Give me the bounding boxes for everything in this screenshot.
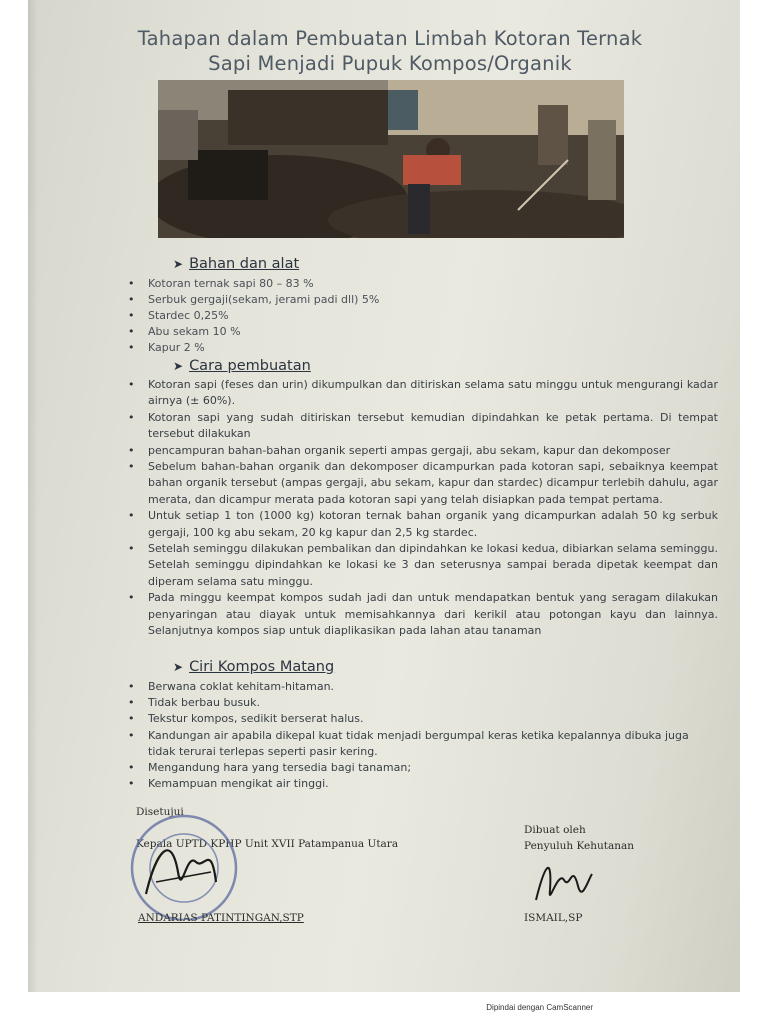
arrow-right-icon: ➤: [173, 660, 184, 674]
official-stamp-icon: [116, 812, 256, 920]
made-by-label: Dibuat oleh: [524, 824, 586, 836]
list-item: • Untuk setiap 1 ton (1000 kg) kotoran ternak bahan organik yang dicampurkan adalah 50 kg serbuk gergaji, 100 kg abu sekam, 20 kg kapur dan 2,5 kg stardec.: [128, 508, 718, 541]
heading-bahan: [173, 256, 299, 272]
heading-cara-label: Cara pembuatan: [189, 358, 311, 374]
list-ciri: [128, 679, 718, 792]
list-item: • pencampuran bahan-bahan organik seperti ampas gergaji, abu sekam, kapur dan dekomposer: [128, 443, 718, 459]
photo-composting-workers: [158, 80, 624, 238]
right-signatory-name: ISMAIL,SP: [524, 912, 583, 924]
arrow-right-icon: ➤: [173, 359, 184, 373]
list-item: • Tekstur kompos, sedikit berserat halus.: [128, 711, 718, 727]
list-item: • Setelah seminggu dilakukan pembalikan dan dipindahkan ke lokasi kedua, dibiarkan selama seminggu. Setelah seminggu dipindahkan ke lokasi ke 3 dan seterusnya sampai berada dipetak keempat dan diperam selama satu minggu.: [128, 541, 718, 590]
list-item: • Mengandung hara yang tersedia bagi tanaman;: [128, 760, 718, 776]
list-item: • Kandungan air apabila dikepal kuat tidak menjadi bergumpal keras ketika kepalannya dibuka juga tidak terurai terlepas seperti pasir kering.: [128, 728, 718, 760]
scanner-watermark: Dipindai dengan CamScanner: [486, 1003, 593, 1012]
list-item: • Pada minggu keempat kompos sudah jadi dan untuk mendapatkan bentuk yang seragam dilakukan penyaringan atau diayak untuk memisahkannya dari kerikil atau potongan kayu dan lainnya. Selanjutnya kompos siap untuk diaplikasikan pada lahan atau tanaman: [128, 590, 718, 639]
left-signatory-name: ANDARIAS PATINTINGAN,STP: [138, 912, 304, 924]
list-item: • Serbuk gergaji(sekam, jerami padi dll) 5%: [128, 292, 379, 308]
document-title: [90, 26, 690, 76]
list-item: • Tidak berbau busuk.: [128, 695, 718, 711]
list-item: • Abu sekam 10 %: [128, 324, 379, 340]
photo-illustration: [158, 80, 624, 238]
list-item: • Kapur 2 %: [128, 340, 379, 356]
right-position: Penyuluh Kehutanan: [524, 840, 635, 852]
list-item: • Kotoran sapi (feses dan urin) dikumpulkan dan ditiriskan selama satu minggu untuk mengurangi kadar airnya (± 60%).: [128, 377, 718, 410]
list-item: • Kotoran sapi yang sudah ditiriskan tersebut kemudian dipindahkan ke petak pertama. Di tempat tersebut dilakukan: [128, 410, 718, 443]
approved-label: Disetujui: [136, 806, 184, 818]
paper-edge-shadow: [28, 0, 38, 992]
left-position: Kepala UPTD KPHP Unit XVII Patampanua Utara: [136, 838, 399, 850]
heading-ciri: [173, 659, 334, 675]
list-item: • Kemampuan mengikat air tinggi.: [128, 776, 718, 792]
list-item: • Kotoran ternak sapi 80 – 83 %: [128, 276, 379, 292]
title-line-2: Sapi Menjadi Pupuk Kompos/Organik: [208, 52, 572, 75]
heading-bahan-label: Bahan dan alat: [189, 256, 300, 272]
signature-icon: [528, 850, 598, 912]
list-item: • Berwana coklat kehitam-hitaman.: [128, 679, 718, 695]
list-cara: [128, 377, 718, 640]
list-item: • Sebelum bahan-bahan organik dan dekomposer dicampurkan pada kotoran sapi, sebaiknya keempat bahan organik tersebut (ampas gergaji, abu sekam, kapur dan stardec) dicampur terlebih dahulu, agar merata, dan dicampur merata pada kotoran sapi yang telah disiapkan pada tempat pertama.: [128, 459, 718, 508]
list-item: • Stardec 0,25%: [128, 308, 379, 324]
heading-cara: [173, 358, 311, 374]
document-paper: [28, 0, 740, 992]
heading-ciri-label: Ciri Kompos Matang: [189, 659, 335, 675]
title-line-1: Tahapan dalam Pembuatan Limbah Kotoran Ternak: [137, 27, 643, 50]
list-bahan: [128, 276, 379, 356]
arrow-right-icon: ➤: [173, 257, 184, 271]
